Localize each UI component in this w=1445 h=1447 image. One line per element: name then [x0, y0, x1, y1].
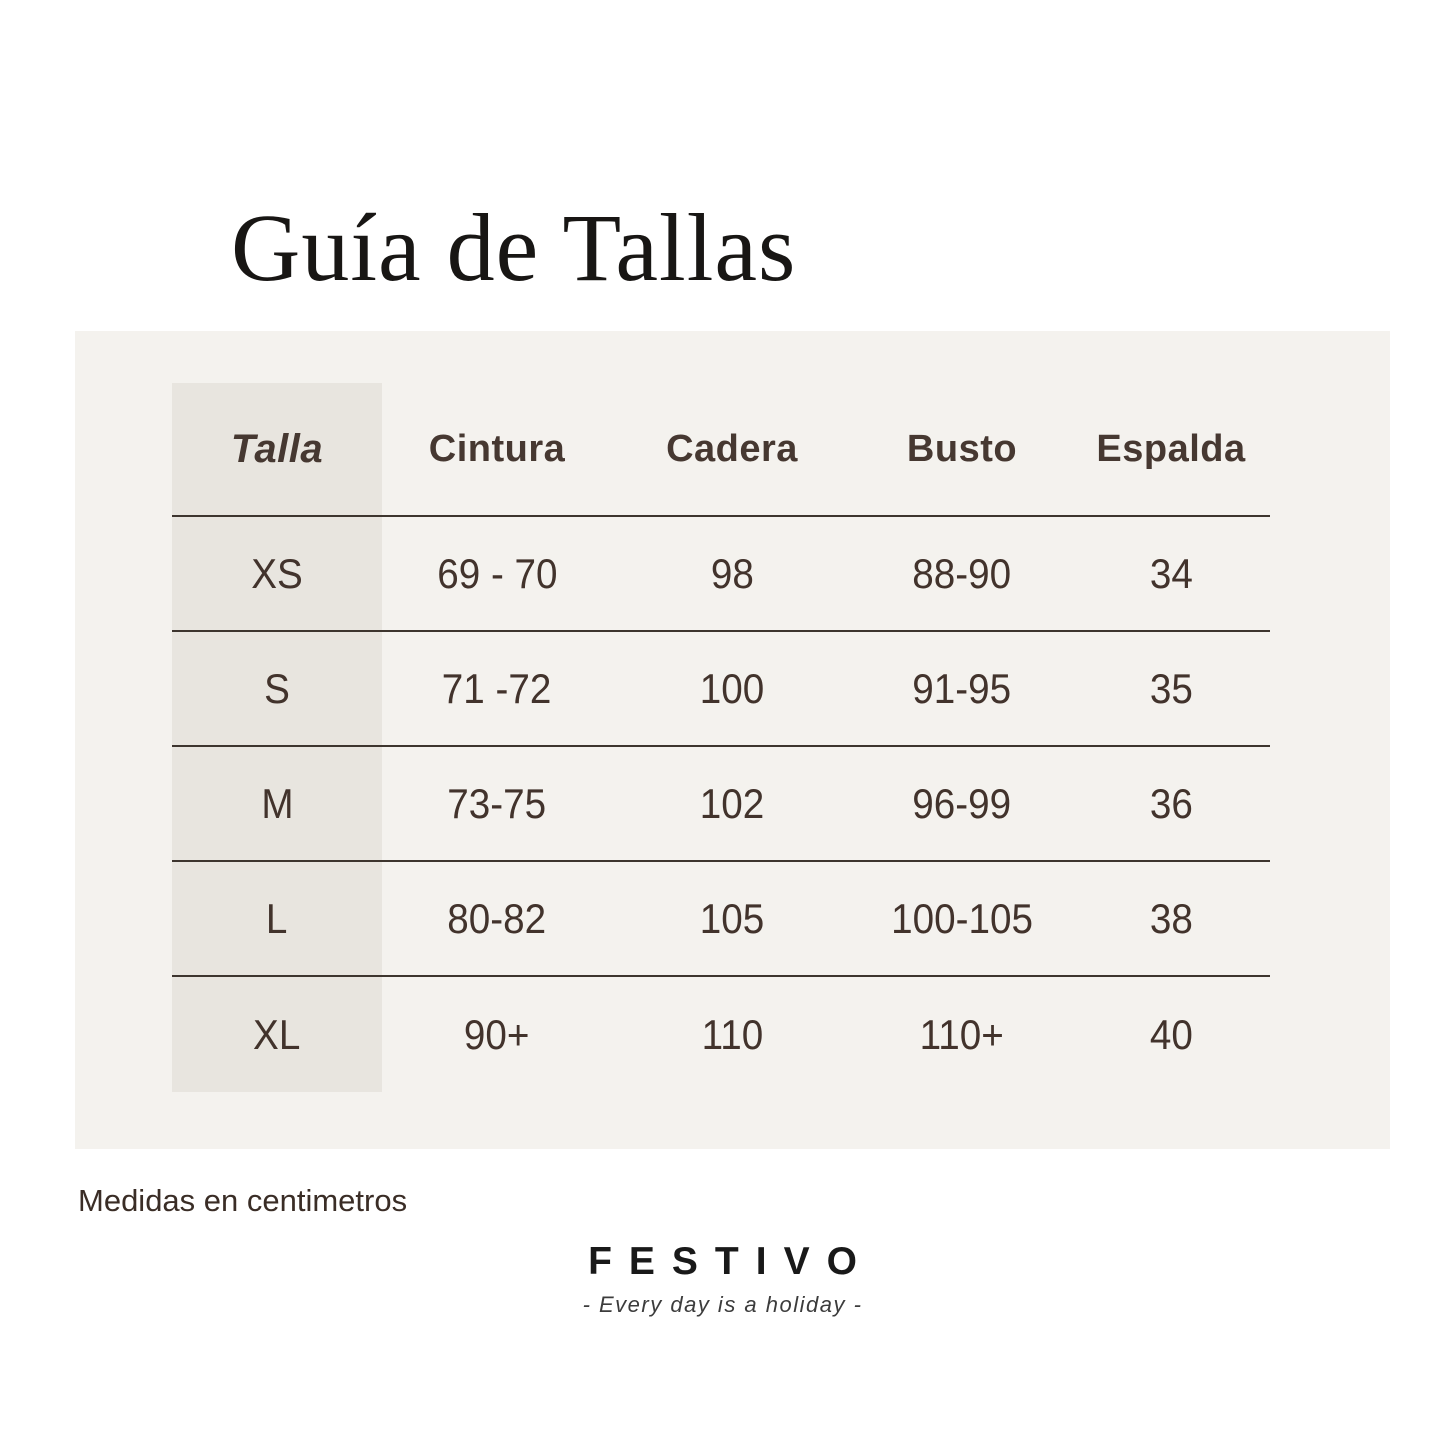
busto-value: 96-99: [912, 779, 1012, 827]
espalda-value: 35: [1149, 664, 1193, 712]
cell-busto: [852, 517, 1072, 630]
cell-busto: [852, 977, 1072, 1092]
size-label: XS: [251, 549, 303, 597]
header-cell-cintura: [382, 383, 612, 515]
cell-size: [172, 977, 382, 1092]
cell-cintura: [382, 862, 612, 975]
cadera-value: 100: [699, 664, 765, 712]
brand-tagline: - Every day is a holiday -: [582, 1292, 863, 1317]
espalda-value: 36: [1149, 779, 1193, 827]
cadera-value: 102: [699, 779, 765, 827]
table-row-s: [172, 632, 1270, 747]
cell-cintura: [382, 977, 612, 1092]
size-label: XL: [253, 1010, 301, 1058]
cell-cadera: [612, 632, 852, 745]
cintura-value: 69 - 70: [436, 549, 558, 597]
table-row-xs: [172, 517, 1270, 632]
cell-cadera: [612, 977, 852, 1092]
cadera-value: 105: [699, 894, 765, 942]
cell-cadera: [612, 862, 852, 975]
cell-espalda: [1072, 517, 1270, 630]
cintura-value: 90+: [464, 1010, 530, 1058]
cell-size: [172, 632, 382, 745]
header-label-espalda: Espalda: [1096, 427, 1246, 470]
header-label-talla: Talla: [230, 426, 324, 471]
cadera-value: 98: [710, 549, 754, 597]
cell-espalda: [1072, 977, 1270, 1092]
cell-busto: [852, 862, 1072, 975]
cell-size: [172, 747, 382, 860]
espalda-value: 38: [1149, 894, 1193, 942]
cell-espalda: [1072, 632, 1270, 745]
cadera-value: 110: [701, 1010, 763, 1058]
header-cell-talla: [172, 383, 382, 515]
cell-cadera: [612, 517, 852, 630]
units-note: Medidas en centimetros: [78, 1183, 408, 1218]
header-label-cadera: Cadera: [666, 427, 798, 470]
header-label-busto: Busto: [906, 427, 1018, 470]
size-label: S: [264, 664, 290, 712]
busto-value: 110+: [919, 1010, 1005, 1058]
espalda-value: 40: [1149, 1010, 1193, 1058]
cell-cadera: [612, 747, 852, 860]
busto-value: 100-105: [891, 894, 1033, 942]
cintura-value: 71 -72: [442, 664, 552, 712]
cell-espalda: [1072, 862, 1270, 975]
table-row-xl: [172, 977, 1270, 1092]
cell-cintura: [382, 747, 612, 860]
size-guide-table: [172, 383, 1270, 1092]
size-label: M: [260, 779, 294, 827]
header-cell-espalda: [1072, 383, 1270, 515]
cintura-value: 73-75: [447, 779, 547, 827]
cell-size: [172, 862, 382, 975]
header-label-cintura: Cintura: [428, 427, 566, 470]
header-cell-cadera: [612, 383, 852, 515]
header-cell-busto: [852, 383, 1072, 515]
cell-cintura: [382, 632, 612, 745]
brand-logo: FESTIVO: [588, 1240, 874, 1283]
cell-busto: [852, 632, 1072, 745]
cell-espalda: [1072, 747, 1270, 860]
page-title: Guía de Tallas: [231, 194, 797, 301]
table-row-l: [172, 862, 1270, 977]
brand-block: [0, 1240, 1445, 1318]
cell-cintura: [382, 517, 612, 630]
table-header-row: [172, 383, 1270, 517]
busto-value: 88-90: [912, 549, 1012, 597]
table-row-m: [172, 747, 1270, 862]
cell-size: [172, 517, 382, 630]
busto-value: 91-95: [912, 664, 1012, 712]
espalda-value: 34: [1149, 549, 1193, 597]
size-label: L: [266, 894, 288, 942]
cell-busto: [852, 747, 1072, 860]
cintura-value: 80-82: [447, 894, 547, 942]
